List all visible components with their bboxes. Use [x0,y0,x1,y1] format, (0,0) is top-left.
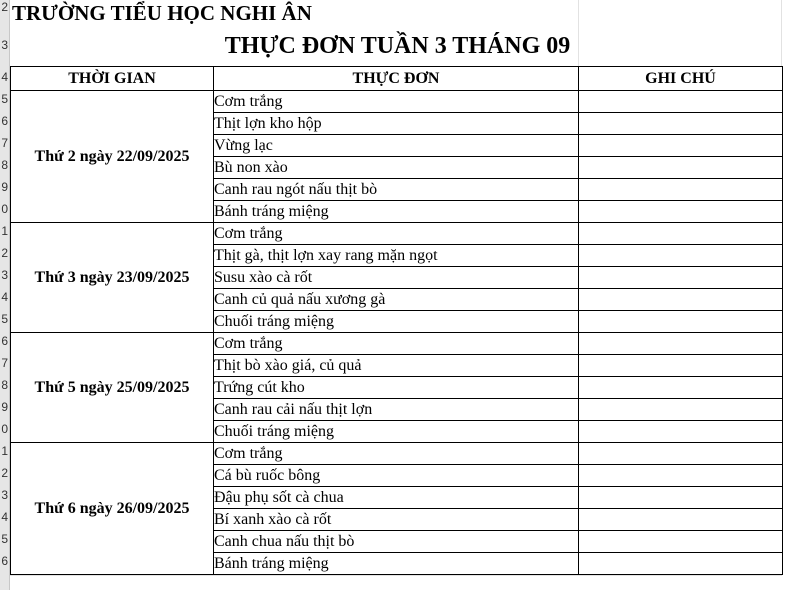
dish-cell[interactable]: Cơm trắng [214,223,579,245]
header-note[interactable]: GHI CHÚ [579,67,783,91]
dish-cell[interactable]: Bí xanh xào cà rốt [214,509,579,531]
dish-cell[interactable]: Canh chua nấu thịt bò [214,531,579,553]
table-row [11,91,783,113]
page-title[interactable]: THỰC ĐƠN TUẦN 3 THÁNG 09 [224,33,571,59]
dish-cell[interactable]: Chuối tráng miệng [214,311,579,333]
dish-cell[interactable]: Susu xào cà rốt [214,267,579,289]
dish-cell[interactable]: Canh rau cải nấu thịt lợn [214,399,579,421]
note-cell[interactable] [579,289,783,311]
dish-cell[interactable]: Canh rau ngót nấu thịt bò [214,179,579,201]
day-cell[interactable]: Thứ 2 ngày 22/09/2025 [11,91,214,223]
dish-cell[interactable]: Thịt lợn kho hộp [214,113,579,135]
school-name[interactable]: TRƯỜNG TIỂU HỌC NGHI ÂN [12,1,312,25]
note-cell[interactable] [579,267,783,289]
row-number[interactable]: 2 [1,466,8,480]
dish-cell[interactable]: Cá bù ruốc bông [214,465,579,487]
row-number[interactable]: 2 [1,246,8,260]
note-cell[interactable] [579,399,783,421]
note-cell[interactable] [579,91,783,113]
note-cell[interactable] [579,157,783,179]
dish-cell[interactable]: Thịt gà, thịt lợn xay rang mặn ngọt [214,245,579,267]
note-cell[interactable] [579,201,783,223]
dish-cell[interactable]: Cơm trắng [214,91,579,113]
dish-cell[interactable]: Cơm trắng [214,443,579,465]
note-cell[interactable] [579,421,783,443]
row-number[interactable]: 3 [1,38,8,52]
row-number[interactable]: 3 [1,488,8,502]
note-cell[interactable] [579,465,783,487]
row-number[interactable]: 1 [1,444,8,458]
dish-cell[interactable]: Đậu phụ sốt cà chua [214,487,579,509]
dish-cell[interactable]: Trứng cút kho [214,377,579,399]
note-cell[interactable] [579,355,783,377]
row-number[interactable]: 5 [1,532,8,546]
dish-cell[interactable]: Cơm trắng [214,333,579,355]
note-cell[interactable] [579,223,783,245]
dish-cell[interactable]: Thịt bò xào giá, củ quả [214,355,579,377]
note-cell[interactable] [579,487,783,509]
row-header-column[interactable] [0,0,10,590]
row-number[interactable]: 7 [1,356,8,370]
note-cell[interactable] [579,179,783,201]
row-number[interactable]: 2 [1,0,8,14]
row-number[interactable]: 4 [1,290,8,304]
gridline [10,575,782,576]
row-number[interactable]: 4 [1,70,8,84]
row-number[interactable]: 0 [1,422,8,436]
table-header-row [11,67,783,91]
note-cell[interactable] [579,311,783,333]
row-number[interactable]: 6 [1,334,8,348]
header-time[interactable]: THỜI GIAN [11,67,214,91]
day-cell[interactable]: Thứ 6 ngày 26/09/2025 [11,443,214,575]
note-cell[interactable] [579,509,783,531]
row-number[interactable]: 5 [1,92,8,106]
note-cell[interactable] [579,377,783,399]
row-number[interactable]: 8 [1,378,8,392]
note-cell[interactable] [579,245,783,267]
row-number[interactable]: 0 [1,202,8,216]
row-number[interactable]: 4 [1,510,8,524]
note-cell[interactable] [579,443,783,465]
note-cell[interactable] [579,113,783,135]
note-cell[interactable] [579,333,783,355]
note-cell[interactable] [579,553,783,575]
dish-cell[interactable]: Canh củ quả nấu xương gà [214,289,579,311]
note-cell[interactable] [579,135,783,157]
dish-cell[interactable]: Bánh tráng miệng [214,553,579,575]
row-number[interactable]: 1 [1,224,8,238]
row-number[interactable]: 9 [1,180,8,194]
dish-cell[interactable]: Bánh tráng miệng [214,201,579,223]
table-row [11,333,783,355]
row-number[interactable]: 6 [1,114,8,128]
day-cell[interactable]: Thứ 3 ngày 23/09/2025 [11,223,214,333]
table-row [11,443,783,465]
menu-table [10,66,783,575]
dish-cell[interactable]: Chuối tráng miệng [214,421,579,443]
day-cell[interactable]: Thứ 5 ngày 25/09/2025 [11,333,214,443]
note-cell[interactable] [579,531,783,553]
header-menu[interactable]: THỰC ĐƠN [214,67,579,91]
table-row [11,223,783,245]
row-number[interactable]: 3 [1,268,8,282]
dish-cell[interactable]: Bù non xào [214,157,579,179]
row-number[interactable]: 8 [1,158,8,172]
row-number[interactable]: 5 [1,312,8,326]
dish-cell[interactable]: Vừng lạc [214,135,579,157]
row-number[interactable]: 6 [1,554,8,568]
row-number[interactable]: 9 [1,400,8,414]
row-number[interactable]: 7 [1,136,8,150]
